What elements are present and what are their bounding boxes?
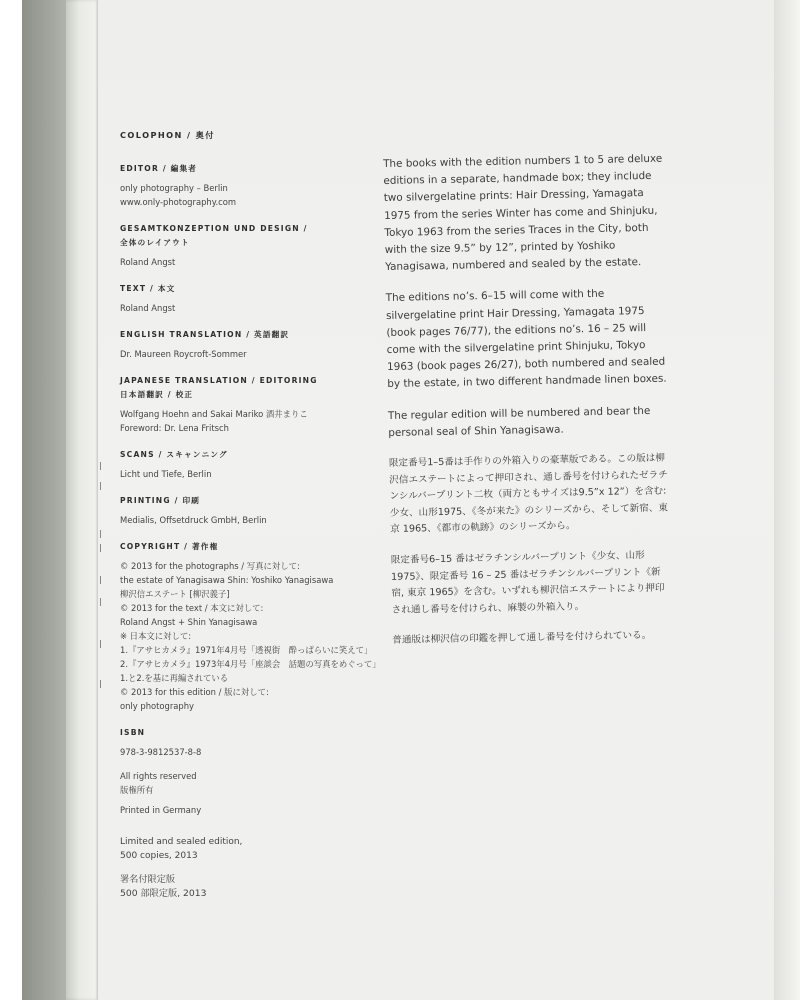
limited-edition-copies: 500 copies, 2013	[120, 851, 198, 861]
editor-website: www.only-photography.com	[120, 197, 237, 207]
colophon-title: COLOPHON / 奥付	[120, 130, 215, 140]
special-edition-paragraph: The editions no’s. 6–15 will come with the silvergelatine print Hair Dressing, Yamagata 1975 (book pages 76/77), the editions no’s. 16 – 25 will come with the silvergelatine print Shinjuku, Tokyo 1963 (book pages 26/27), both numbered and sealed by the estate, in two different handmade linen boxes.	[385, 288, 667, 391]
special-edition-paragraph-jp: 限定番号6–15 番はゼラチンシルバープリント《少女、山形 1975》、限定番号 16 – 25 番はゼラチンシルバープリント《新宿, 東京 1965》を含む。いずれも柳沢信エステートにより押印され通し番号を付けられ、麻製の外箱入り。	[390, 550, 665, 616]
english-translation-section	[120, 328, 365, 361]
limited-edition-note	[120, 835, 365, 863]
copyright-line: © 2013 for the text / 本文に対して:	[120, 603, 264, 613]
deluxe-edition-paragraph: The books with the edition numbers 1 to 5 are deluxe editions in a separate, handmade box; they include two silvergelatine prints: Hair Dressing, Yamagata 1975 from the series Winter has come and Shinjuku, Tokyo 1963 from the series Traces in the City, both with the size 9.5” by 12”, printed by Yoshiko Yanagisawa, numbered and sealed by the estate.	[383, 152, 663, 274]
limited-edition-line-jp: 署名付限定版	[120, 874, 176, 885]
english-translator: Dr. Maureen Roycroft-Sommer	[120, 349, 247, 359]
limited-edition-line: Limited and sealed edition,	[120, 837, 243, 847]
editor-section	[120, 162, 365, 209]
copyright-line: 1.『アサヒカメラ』1971年4月号「透視街 酔っぱらいに笑えて」	[120, 645, 373, 655]
scans-heading: SCANS / スキャンニング	[120, 450, 228, 459]
design-section	[120, 222, 365, 269]
japanese-translation-heading: JAPANESE TRANSLATION / EDITORING	[120, 376, 318, 385]
copyright-section	[120, 540, 381, 713]
limited-edition-copies-jp: 500 部限定版, 2013	[120, 888, 207, 899]
isbn-section	[120, 726, 365, 817]
copyright-line: ※ 日本文に対して:	[120, 631, 192, 641]
editor-name: only photography – Berlin	[120, 183, 228, 193]
printing-heading: PRINTING / 印刷	[120, 496, 201, 505]
printing-company: Medialis, Offsetdruck GmbH, Berlin	[120, 515, 267, 525]
copyright-line: Roland Angst + Shin Yanagisawa	[120, 617, 258, 627]
copyright-line: © 2013 for the photographs / 写真に対して:	[120, 561, 300, 571]
right-background	[772, 0, 800, 1000]
page-tick-mark	[100, 680, 106, 688]
rights-reserved-jp: 版権所有	[120, 785, 154, 795]
copyright-line: 柳沢信エステート [柳沢義子]	[120, 589, 230, 599]
printing-section	[120, 494, 365, 527]
regular-edition-paragraph: The regular edition will be numbered and bear the personal seal of Shin Yanagisawa.	[387, 404, 651, 439]
page-tick-mark	[100, 544, 106, 552]
page-tick-mark	[100, 530, 106, 538]
copyright-line: © 2013 for this edition / 版に対して:	[120, 687, 269, 697]
copyright-line: 1.と2.を基に再編されている	[120, 673, 229, 683]
foreword-author: Foreword: Dr. Lena Fritsch	[120, 423, 229, 433]
rights-reserved: All rights reserved	[120, 771, 197, 781]
text-author: Roland Angst	[120, 303, 176, 313]
editor-heading: EDITOR / 編集者	[120, 164, 198, 173]
page-stack-edge	[66, 0, 100, 1000]
page-tick-mark	[100, 482, 106, 490]
isbn-heading: ISBN	[120, 728, 146, 737]
design-heading-jp: 全体のレイアウト	[120, 238, 190, 247]
copyright-line: the estate of Yanagisawa Shin: Yoshiko Yanagisawa	[120, 575, 334, 585]
limited-edition-note-jp	[120, 873, 365, 901]
page-tick-mark	[100, 598, 106, 606]
colophon-credits	[120, 128, 381, 901]
japanese-translation-heading-jp: 日本語翻訳 / 校正	[120, 390, 194, 399]
book-cover-edge	[22, 0, 72, 1000]
copyright-line: only photography	[120, 701, 195, 711]
page-tick-mark	[100, 462, 106, 470]
scans-company: Licht und Tiefe, Berlin	[120, 469, 212, 479]
text-section	[120, 282, 365, 315]
page-tick-mark	[100, 576, 106, 584]
japanese-translators: Wolfgang Hoehn and Sakai Mariko 酒井まりこ	[120, 409, 308, 419]
text-heading: TEXT / 本文	[120, 284, 176, 293]
scans-section	[120, 448, 365, 481]
design-heading: GESAMTKONZEPTION UND DESIGN /	[120, 224, 308, 233]
deluxe-edition-paragraph-jp: 限定番号1–5番は手作りの外箱入りの豪華版である。この版は柳沢信エステートによって押印され、通し番号を付けられたゼラチンシルバープリント二枚（両方ともサイズは9.5”x 12”）を含む:少女、山形1975、《冬が来た》のシリーズから、そして新宿、東京 1965、《都市の軌跡》のシリーズから。	[388, 452, 669, 536]
printed-in: Printed in Germany	[120, 805, 202, 815]
copyright-heading: COPYRIGHT / 著作権	[120, 542, 219, 551]
design-name: Roland Angst	[120, 257, 176, 267]
english-translation-heading: ENGLISH TRANSLATION / 英語翻訳	[120, 330, 290, 339]
isbn-number: 978-3-9812537-8-8	[120, 747, 202, 757]
regular-edition-paragraph-jp: 普通版は柳沢信の印鑑を押して通し番号を付けられている。	[392, 630, 652, 647]
edition-description	[383, 151, 673, 664]
copyright-line: 2.『アサヒカメラ』1973年4月号「座談会 話題の写真をめぐって」	[120, 659, 381, 669]
japanese-translation-section	[120, 374, 365, 435]
page-tick-mark	[100, 640, 106, 648]
